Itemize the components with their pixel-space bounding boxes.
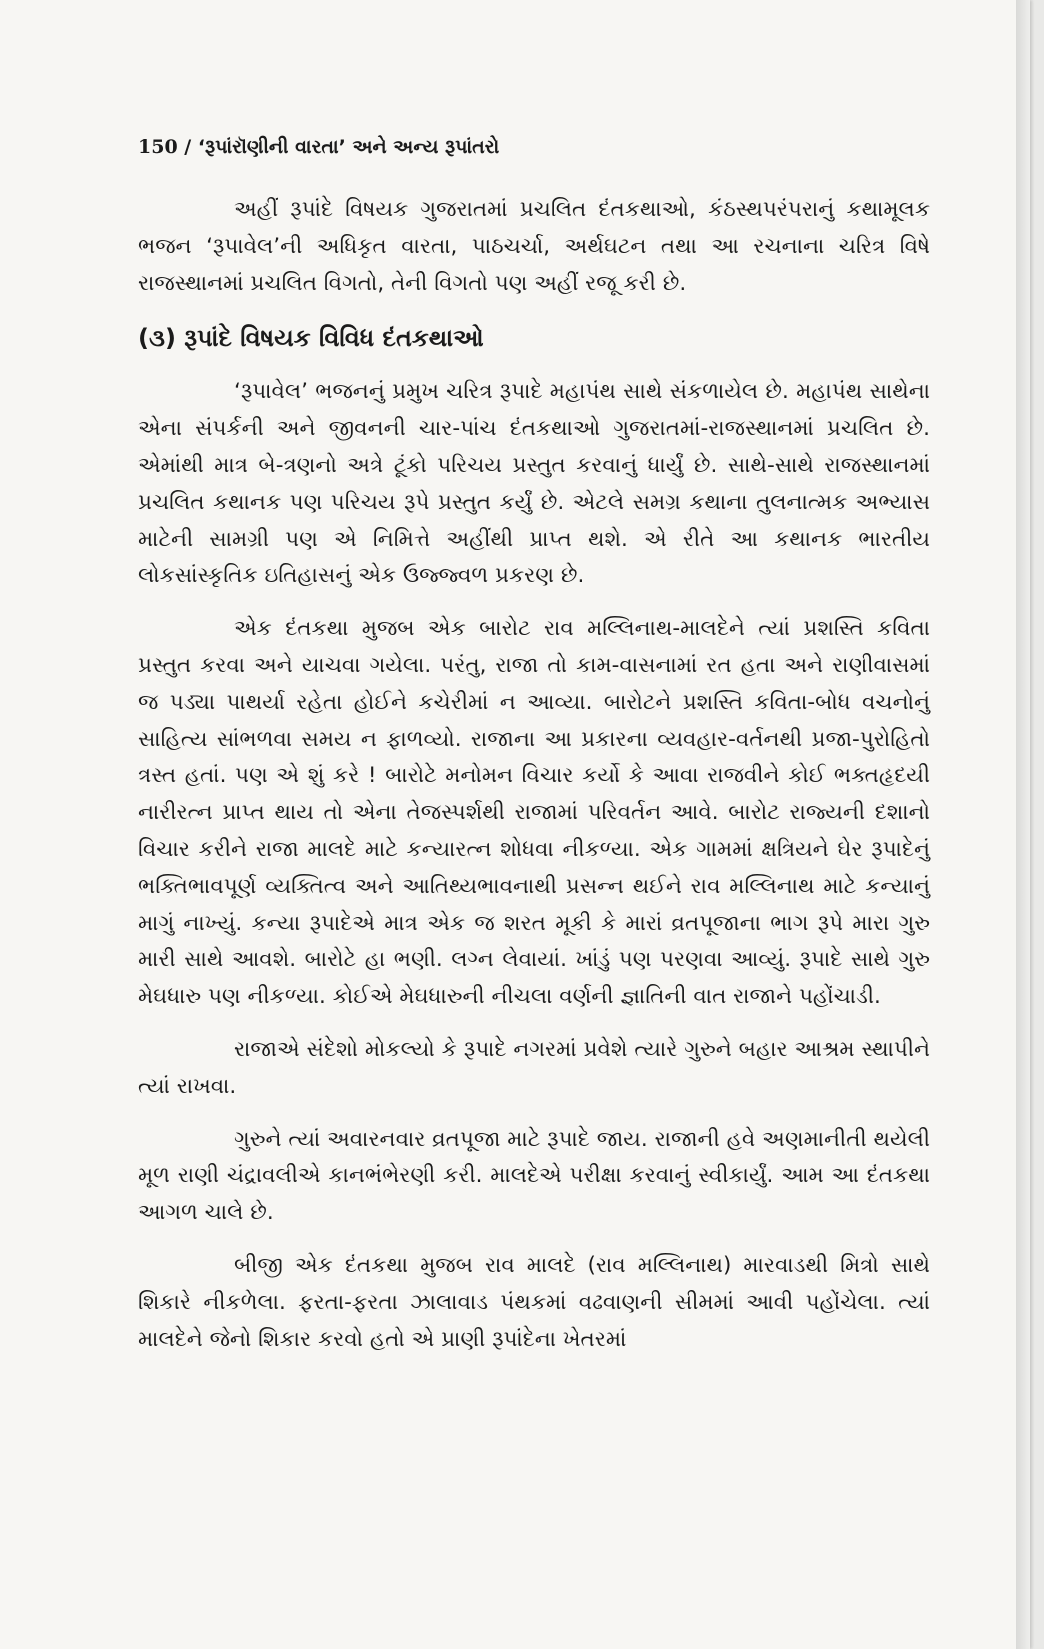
paragraph-1: ‘રૂપાવેલ’ ભજનનું પ્રમુખ ચરિત્ર રૂપાદે મહાપંથ સાથે સંકળાયેલ છે. મહાપંથ સાથેના એના સંપર્કની અને જીવનની ચાર-પાંચ દંતકથાઓ ગુજરાતમાં-રાજસ્થાનમાં પ્રચલિત છે. એમાંથી માત્ર બે-ત્રણનો અત્રે ટૂંકો પરિચય પ્રસ્તુત કરવાનું ધાર્યું છે. સાથે-સાથે રાજસ્થાનમાં પ્રચલિત કથાનક પણ પરિચય રૂપે પ્રસ્તુત કર્યું છે. એટલે સમગ્ર કથાના તુલનાત્મક અભ્યાસ માટેની સામગ્રી પણ એ નિમિત્તે અહીંથી પ્રાપ્ત થશે. એ રીતે આ કથાનક ભારતીય લોકસાંસ્કૃતિક ઇતિહાસનું એક ઉજ્જ્વળ પ્રકરણ છે. — [138, 379, 930, 589]
section-heading: (૩) રૂપાંદે વિષયક વિવિધ દંતકથાઓ — [138, 324, 484, 353]
paragraph-3: રાજાએ સંદેશો મોકલ્યો કે રૂપાદે નગરમાં પ્રવેશે ત્યારે ગુરુને બહાર આશ્રમ સ્થાપીને ત્યાં રાખવા. — [138, 1036, 930, 1099]
running-head — [138, 130, 930, 164]
paragraph-4: ગુરુને ત્યાં અવારનવાર વ્રતપૂજા માટે રૂપાદે જાય. રાજાની હવે અણમાનીતી થયેલી મૂળ રાણી ચંદ્રાવલીએ કાનભંભેરણી કરી. માલદેએ પરીક્ષા કરવાનું સ્વીકાર્યું. આમ આ દંતકથા આગળ ચાલે છે. — [138, 1126, 930, 1226]
page-edge — [1016, 0, 1030, 1649]
page-number: 150 — [138, 136, 178, 158]
page-content — [138, 130, 930, 1374]
paragraph-5: બીજી એક દંતકથા મુજબ રાવ માલદે (રાવ મલ્લિનાથ) મારવાડથી મિત્રો સાથે શિકારે નીકળેલા. ફરતા-ફરતા ઝાલાવાડ પંથકમાં વઢવાણની સીમમાં આવી પહોંચેલા. ત્યાં માલદેને જેનો શિકાર કરવો હતો એ પ્રાણી રૂપાંદેના ખેતરમાં — [138, 1252, 930, 1352]
running-title: / ‘રૂપાંરૉણીની વારતા’ અને અન્ય રૂપાંતરો — [177, 136, 500, 158]
intro-paragraph: અહીં રૂપાંદે વિષયક ગુજરાતમાં પ્રચલિત દંતકથાઓ, કંઠસ્થપરંપરાનું કથામૂલક ભજન ‘રૂપાવેલ’ની અધિકૃત વારતા, પાઠચર્ચા, અર્થઘટન તથા આ રચનાના ચરિત્ર વિષે રાજસ્થાનમાં પ્રચલિત વિગતો, તેની વિગતો પણ અહીં રજૂ કરી છે. — [138, 197, 930, 296]
paragraph-2: એક દંતકથા મુજબ એક બારોટ રાવ મલ્લિનાથ-માલદેને ત્યાં પ્રશસ્તિ કવિતા પ્રસ્તુત કરવા અને યાચવા ગયેલા. પરંતુ, રાજા તો કામ-વાસનામાં રત હતા અને રાણીવાસમાં જ પડ્યા પાથર્યા રહેતા હોઈને કચેરીમાં ન આવ્યા. બારોટને પ્રશસ્તિ કવિતા-બોધ વચનોનું સાહિત્ય સાંભળવા સમય ન ફાળવ્યો. રાજાના આ પ્રકારના વ્યવહાર-વર્તનથી પ્રજા-પુરોહિતો ત્રસ્ત હતાં. પણ એ શું કરે ! બારોટે મનોમન વિચાર કર્યો કે આવા રાજવીને કોઈ ભક્તહૃદયી નારીરત્ન પ્રાપ્ત થાય તો એના તેજસ્પર્શથી રાજામાં પરિવર્તન આવે. બારોટ રાજ્યની દશાનો વિચાર કરીને રાજા માલદે માટે કન્યારત્ન શોધવા નીકળ્યા. એક ગામમાં ક્ષત્રિયને ઘેર રૂપાદેનું ભક્તિભાવપૂર્ણ વ્યક્તિત્વ અને આતિથ્યભાવનાથી પ્રસન્ન થઈને રાવ મલ્લિનાથ માટે કન્યાનું માગું નાખ્યું. કન્યા રૂપાદેએ માત્ર એક જ શરત મૂકી કે મારાં વ્રતપૂજાના ભાગ રૂપે મારા ગુરુ મારી સાથે આવશે. બારોટે હા ભણી. લગ્ન લેવાયાં. ખાંડું પણ પરણવા આવ્યું. રૂપાદે સાથે ગુરુ મેઘધારુ પણ નીકળ્યા. કોઈએ મેઘધારુની નીચલા વર્ણની જ્ઞાતિની વાત રાજાને પહોંચાડી. — [138, 616, 930, 1010]
